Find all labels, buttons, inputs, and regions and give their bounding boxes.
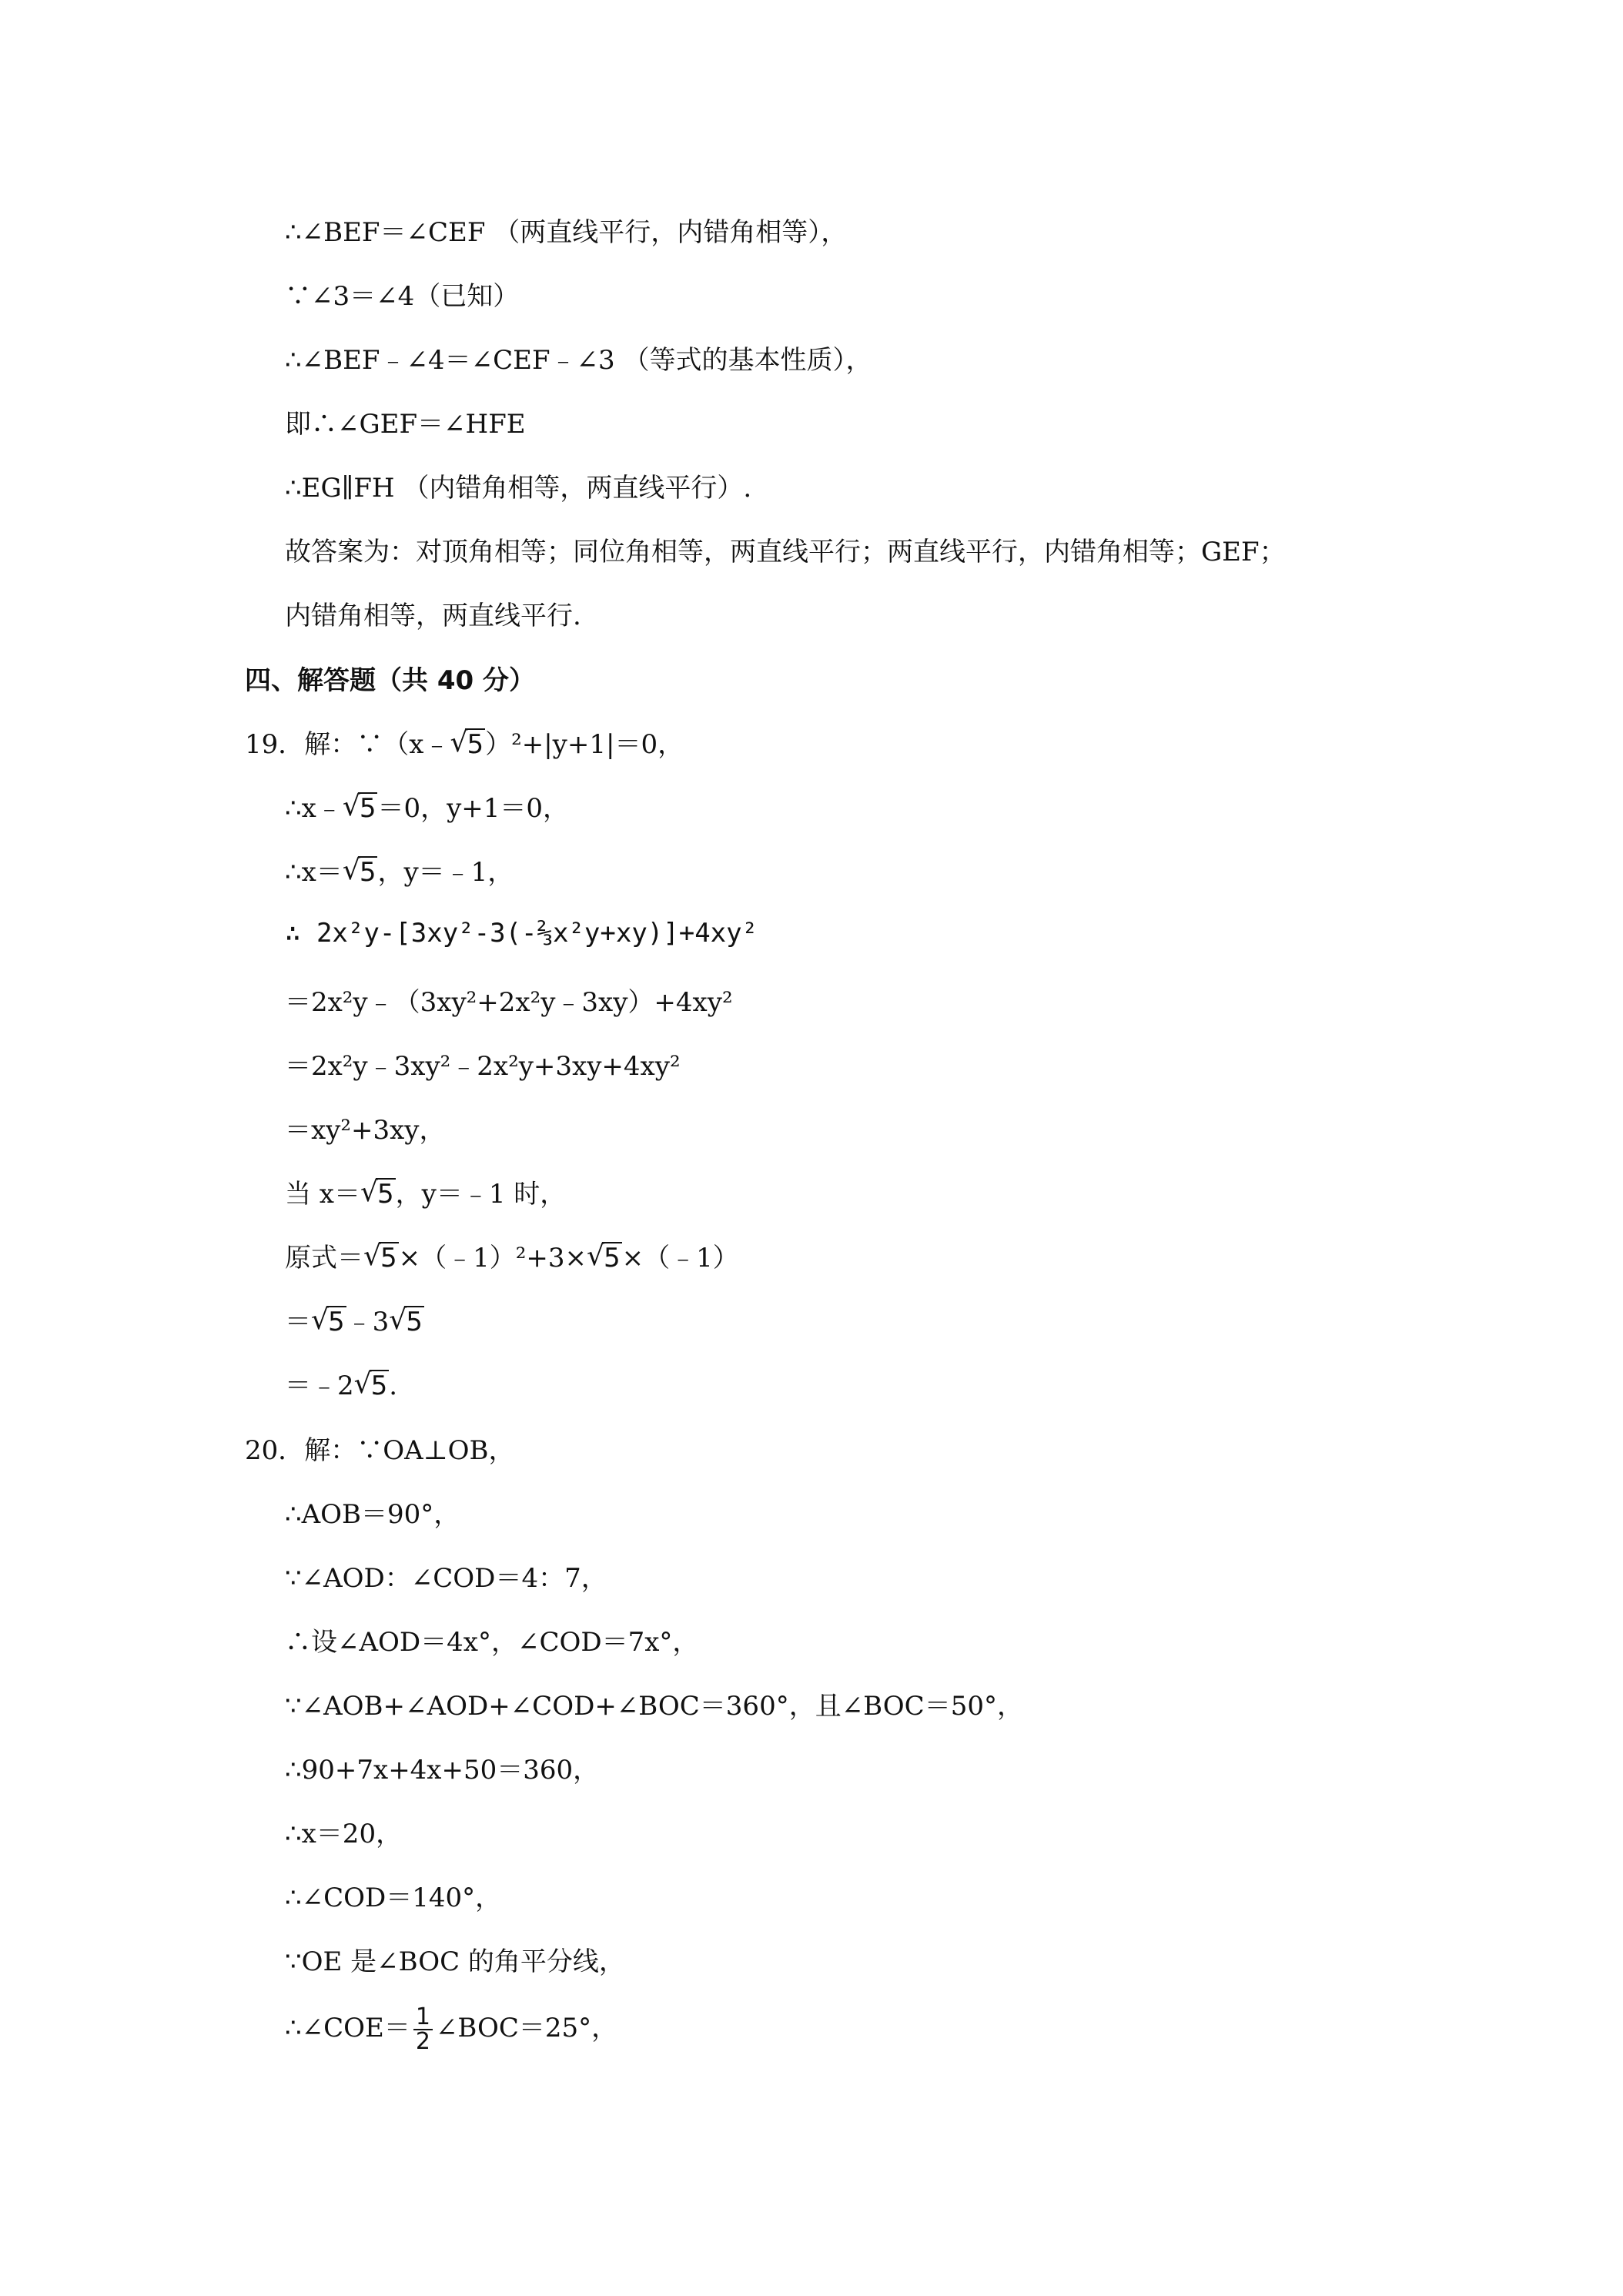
- sqrt-5: √ 5: [354, 1369, 390, 1403]
- sqrt-5: √ 5: [389, 1305, 424, 1339]
- answer-line-2: 内错角相等，两直线平行.: [285, 601, 581, 631]
- sqrt-5: √ 5: [311, 1305, 346, 1339]
- q19-step2: ∴x＝√ 5，y＝﹣1，: [285, 855, 514, 889]
- q19-result-2: ＝﹣2√ 5.: [285, 1369, 397, 1403]
- q20-line-10: ∴∠COE＝ $\frac{1}{2}$ ∠BOC＝25°，: [285, 2003, 618, 2055]
- q19-simplify-2: ＝2x²y﹣3xy²﹣2x²y+3xy+4xy²: [285, 1051, 681, 1082]
- q19-condition: [245, 728, 684, 761]
- q20-line-6: ∴90+7x+4x+50＝360，: [285, 1755, 600, 1786]
- fraction-one-half: $\frac{1}{2}$: [413, 2006, 433, 2053]
- sqrt-5: √ 5: [343, 855, 378, 889]
- proof-line-4: 即∴∠GEF＝∠HFE: [285, 409, 526, 440]
- q20-line-2: ∴AOB＝90°，: [285, 1499, 460, 1530]
- sqrt-5: √ 5: [343, 792, 378, 825]
- q19-result-1: ＝√ 5﹣3√ 5: [285, 1305, 424, 1339]
- q19-simplify-3: ＝xy²+3xy，: [285, 1115, 446, 1146]
- section-title: 四、解答题（共 40 分）: [245, 665, 535, 696]
- q20-line-1: 20．解：∵OA⊥OB，: [245, 1435, 515, 1466]
- q19-simplify-1: ＝2x²y﹣（3xy²+2x²y﹣3xy）+4xy²: [285, 987, 733, 1018]
- sqrt-5: √ 5: [587, 1241, 622, 1275]
- answer-line-1: 故答案为：对顶角相等；同位角相等，两直线平行；两直线平行，内错角相等；GEF；: [285, 537, 1286, 567]
- sqrt-5: √ 5: [450, 728, 485, 761]
- q19-step1: ∴x﹣√ 5＝0，y+1＝0，: [285, 792, 569, 825]
- q19-expression: ∴ 2x²y-[3xy²-3(-⅔x²y+xy)]+4xy²: [285, 918, 758, 949]
- q19-cond-tail: ）²+|y+1|＝0，: [485, 729, 684, 760]
- sqrt-5: √ 5: [360, 1177, 396, 1211]
- proof-line-3: ∴∠BEF﹣∠4＝∠CEF﹣∠3 （等式的基本性质），: [285, 345, 872, 376]
- q20-line-7: ∴x＝20，: [285, 1819, 403, 1849]
- q20-line-3: ∵∠AOD：∠COD＝4：7，: [285, 1563, 607, 1594]
- proof-line-2: ∵∠3＝∠4（已知）: [285, 281, 520, 312]
- proof-line-5: ∴EG∥FH （内错角相等，两直线平行）.: [285, 473, 752, 504]
- q20-line-9: ∵OE 是∠BOC 的角平分线，: [285, 1946, 625, 1977]
- q20-line-8: ∴∠COD＝140°，: [285, 1883, 502, 1913]
- sqrt-5: √ 5: [363, 1241, 399, 1275]
- q19-original: 原式＝√ 5×（﹣1）²+3×√ 5×（﹣1）: [285, 1241, 739, 1275]
- q19-label: 19．解：∵（x﹣: [245, 729, 450, 760]
- q20-line-5: ∵∠AOB+∠AOD+∠COD+∠BOC＝360°，且∠BOC＝50°，: [285, 1691, 1023, 1722]
- q19-when: 当 x＝√ 5，y＝﹣1 时，: [285, 1177, 566, 1211]
- proof-line-1: ∴∠BEF＝∠CEF （两直线平行，内错角相等），: [285, 217, 848, 248]
- q20-line-4: ∴设∠AOD＝4x°，∠COD＝7x°，: [285, 1627, 699, 1658]
